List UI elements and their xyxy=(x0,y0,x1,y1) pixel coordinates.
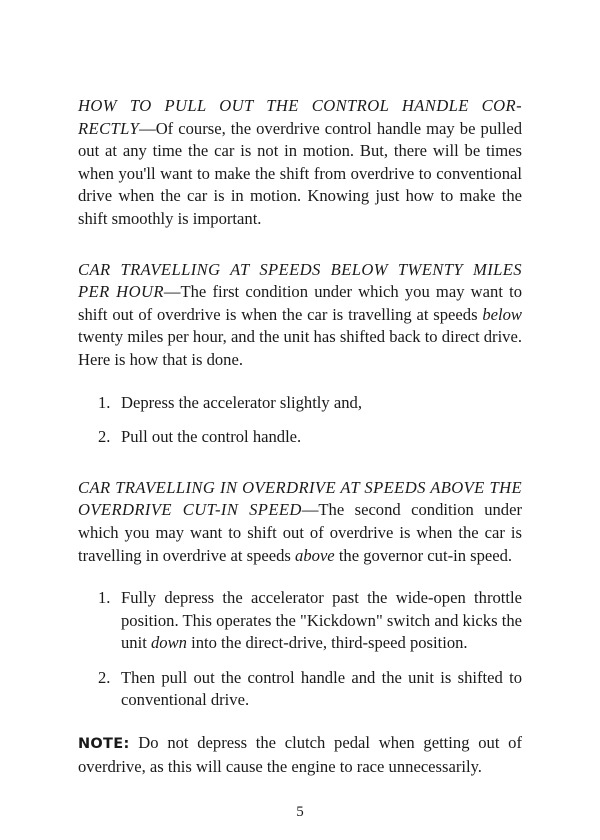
section-below-twenty xyxy=(78,259,522,449)
list-item xyxy=(78,667,522,712)
section-heading: CAR TRAVELLING AT SPEEDS BELOW TWENTY MILES PER HOUR xyxy=(78,259,522,302)
step-text: Pull out the control handle. xyxy=(121,427,302,447)
section-body-cont: twenty miles per hour, and the unit has shifted back to direct drive. Here is how that is done. xyxy=(78,327,522,369)
section-heading: HOW TO PULL OUT THE CONTROL HANDLE COR-RECTLY xyxy=(78,96,522,138)
heading-dash: — xyxy=(163,282,181,302)
section-body: The first condition under which you may want to shift out of overdrive is when the car is travelling at speeds xyxy=(78,282,523,324)
step-number: 2. xyxy=(98,427,111,447)
step-number: 1. xyxy=(98,588,111,608)
section-pull-out-handle xyxy=(78,95,522,231)
section-body-cont: the governor cut-in speed. xyxy=(334,545,513,565)
section-body: The second condition under which you may want to shift out of overdrive is when the car is travelling in overdrive at speeds xyxy=(78,500,522,565)
note-label: NOTE: xyxy=(78,736,130,753)
page-number: 5 xyxy=(296,804,304,820)
emphasized-word: down xyxy=(150,633,187,653)
list-item xyxy=(78,392,522,415)
list-item xyxy=(78,426,522,449)
step-number: 2. xyxy=(98,667,111,687)
section-above-cut-in xyxy=(78,477,522,712)
step-text-cont: into the direct-drive, third-speed position. xyxy=(186,633,468,653)
section-paragraph xyxy=(78,259,522,372)
step-text: Then pull out the control handle and the unit is shifted to conventional drive. xyxy=(121,667,522,710)
section-heading: CAR TRAVELLING IN OVERDRIVE AT SPEEDS ABOVE THE OVERDRIVE CUT-IN SPEED xyxy=(78,477,522,520)
emphasized-word: above xyxy=(295,545,335,565)
note-paragraph xyxy=(78,732,522,778)
steps-list xyxy=(78,587,522,712)
section-paragraph xyxy=(78,95,522,231)
steps-list xyxy=(78,392,522,449)
step-text: Depress the accelerator slightly and, xyxy=(121,392,362,412)
section-paragraph xyxy=(78,477,522,567)
section-body: Of course, the overdrive control handle may be pulled out at any time the car is not in motion. But, there will be times when you'll want to make the shift from overdrive to conventional drive when the car is in motion. Knowing just how to make the shift smoothly is important. xyxy=(78,118,522,228)
note-section xyxy=(78,732,522,778)
list-item xyxy=(78,587,522,655)
note-text: Do not depress the clutch pedal when getting out of overdrive, as this will cause the engine to race unnecessarily. xyxy=(78,733,522,776)
emphasized-word: below xyxy=(482,304,522,324)
heading-dash: — xyxy=(139,118,156,138)
step-number: 1. xyxy=(98,392,111,412)
heading-dash: — xyxy=(301,500,319,520)
step-text: Fully depress the accelerator past the wide-open throttle position. This operates the "Kickdown" switch and kicks the unit xyxy=(121,588,522,653)
